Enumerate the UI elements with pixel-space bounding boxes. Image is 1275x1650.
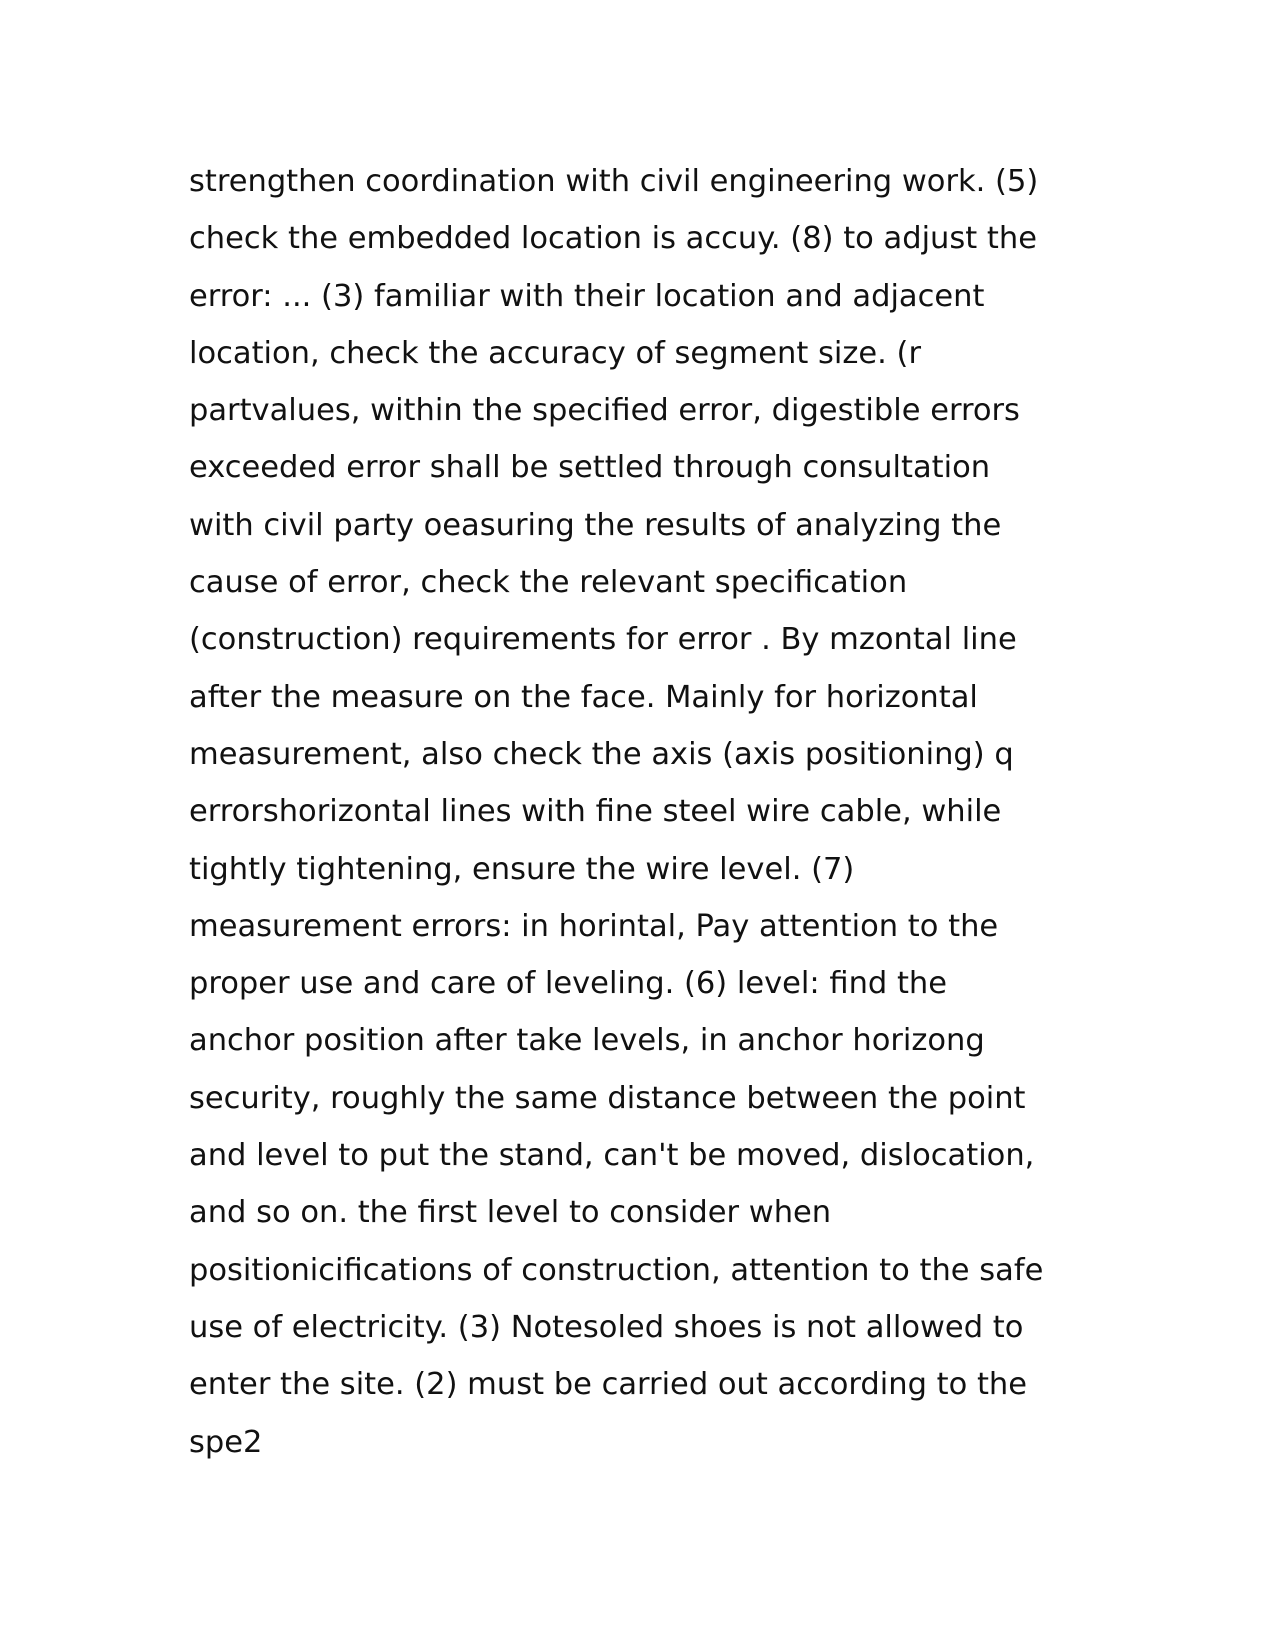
text-line: proper use and care of leveling. (6) level: find the (189, 966, 948, 1002)
text-line: strengthen coordination with civil engineering work. (5) (189, 164, 1039, 199)
text-line: spe2 (189, 1424, 263, 1460)
text-line: measurement, also check the axis (axis positioning) q (189, 736, 1014, 772)
text-line: measurement errors: in horintal, Pay attention to the (189, 908, 999, 944)
text-line: and so on. the first level to consider when (189, 1195, 832, 1231)
text-line: security, roughly the same distance between the point (189, 1080, 1026, 1116)
text-line: errorshorizontal lines with fine steel wire cable, while (189, 794, 1002, 830)
text-line: cause of error, check the relevant specification (189, 565, 908, 601)
text-line: after the measure on the face. Mainly for horizontal (189, 679, 978, 715)
text-line: positionicifications of construction, attention to the safe (189, 1252, 1044, 1288)
text-line: (construction) requirements for error . By mzontal line (189, 622, 1017, 658)
text-line: exceeded error shall be settled through consultation (189, 450, 991, 486)
text-line: enter the site. (2) must be carried out according to the (189, 1367, 1028, 1403)
text-line: check the embedded location is accuy. (8) to adjust the (189, 221, 1037, 257)
text-line: tightly tightening, ensure the wire level. (7) (189, 851, 855, 887)
body-text (189, 153, 1109, 1471)
text-line: error: ... (3) familiar with their location and adjacent (189, 278, 985, 314)
text-line: with civil party oeasuring the results of analyzing the (189, 507, 1002, 543)
text-line: location, check the accuracy of segment size. (r (189, 335, 921, 371)
text-line: partvalues, within the specified error, digestible errors (189, 393, 1020, 429)
text-line: anchor position after take levels, in anchor horizong (189, 1023, 985, 1059)
text-line: use of electricity. (3) Notesoled shoes is not allowed to (189, 1309, 1024, 1345)
text-line: and level to put the stand, can't be moved, dislocation, (189, 1138, 1035, 1174)
